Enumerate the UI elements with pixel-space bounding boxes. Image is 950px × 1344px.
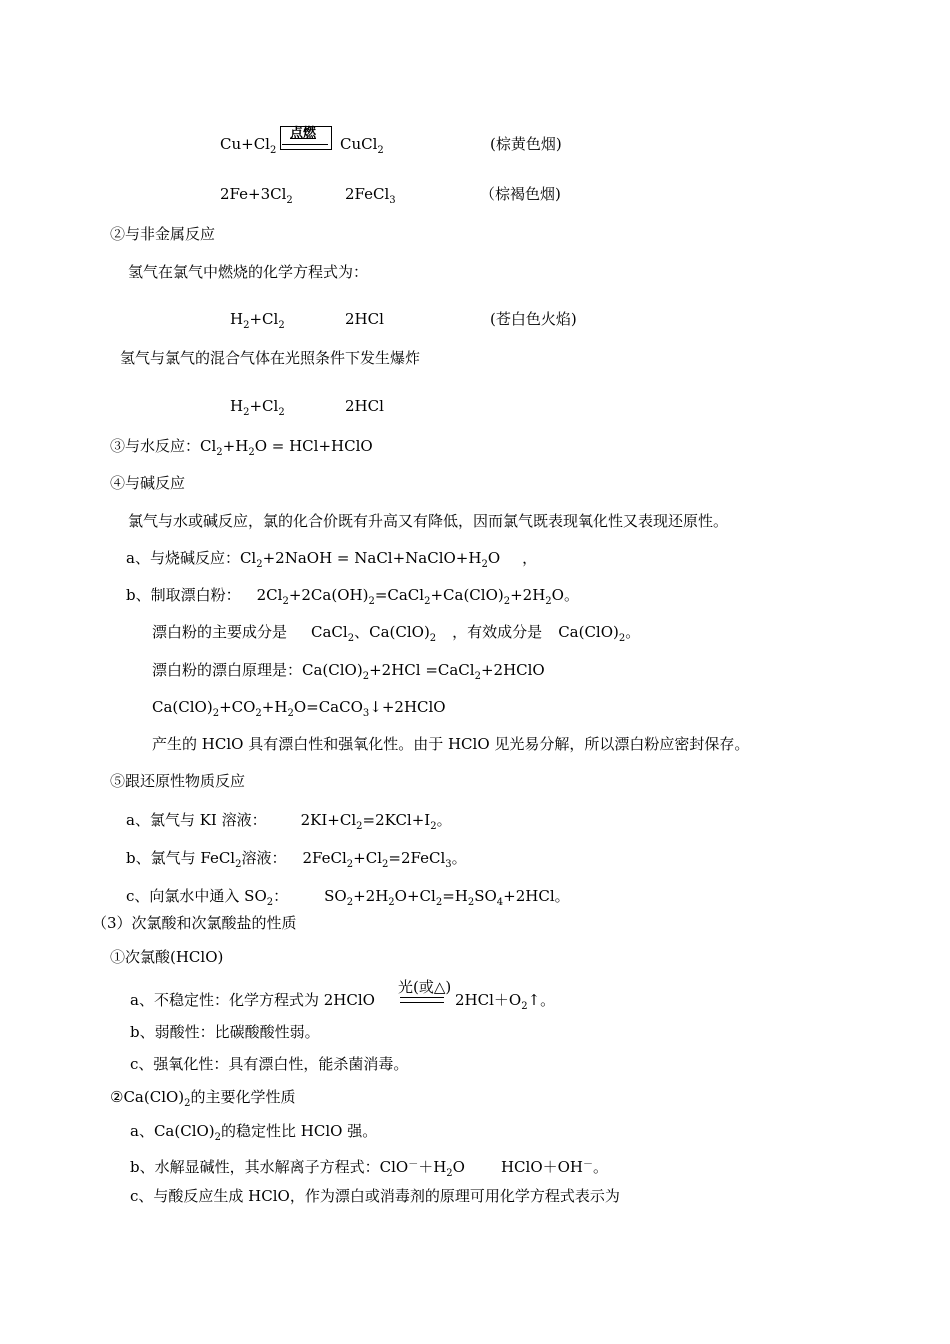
condition-ignite: 点燃: [290, 126, 317, 141]
caclo-hydrolysis: b、水解显碱性，其水解离子方程式：$ClO^-+H_2O$ HClO＋OH－。: [130, 1158, 609, 1179]
section-base: ④与碱反应: [110, 474, 186, 492]
section-reducing: ⑤跟还原性物质反应: [110, 772, 246, 790]
hclo-unstable: a、不稳定性：化学方程式为 2HClO: [130, 991, 375, 1009]
eq-fe-note: （棕褐色烟): [480, 185, 561, 203]
hclo-heading: ①次氯酸(HClO): [110, 948, 224, 966]
line-bleach-prep: b、制取漂白粉： $2Cl_2+2Ca(OH)_2=CaCl_2+Ca(ClO)_2+2H_2O$。: [126, 586, 579, 607]
eq-h2-1-note: (苍白色火焰): [490, 310, 577, 328]
eq-cu-reactant: $Cu+Cl_2$: [220, 135, 277, 156]
double-line-arrow-2: [400, 997, 444, 1003]
eq-h2-2-product: 2HCl: [345, 397, 384, 415]
bleach-principle: 漂白粉的漂白原理是：$Ca(ClO)_2+2HCl$ =CaCl$_2$+2HClO: [152, 661, 545, 682]
hclo-weak-acid: b、弱酸性：比碳酸酸性弱。: [130, 1023, 320, 1041]
base-text: 氯气与水或碱反应，氯的化合价既有升高又有降低，因而氯气既表现氧化性又表现还原性。: [128, 512, 729, 530]
condition-light-heat: 光(或△): [398, 978, 452, 996]
eq-h2-1-reactant: $H_2+Cl_2$: [230, 310, 285, 331]
line-caustic-soda: a、与烧碱反应：$Cl_2+2NaOH$ = $NaCl+NaClO+H_2O$ ，: [126, 549, 538, 570]
double-line-arrow: [282, 144, 328, 150]
h2-burn-text: 氢气在氯气中燃烧的化学方程式为：: [128, 263, 369, 281]
caclo-stability: a、$Ca(ClO)_2$的稳定性比 HClO 强。: [130, 1122, 378, 1143]
eq-cu-product: CuCl$_2$: [340, 135, 384, 156]
eq-h2-1-product: 2HCl: [345, 310, 384, 328]
part3-heading: （3）次氯酸和次氯酸盐的性质: [92, 914, 297, 932]
hclo-unstable-product: $2HCl+O_2↑$。: [455, 991, 556, 1012]
eq-fe-reactant: $2Fe+3Cl_2$: [220, 185, 293, 206]
reduce-ki: a、氯气与 KI 溶液： $2KI+Cl_2=2KCl+I_2$。: [126, 811, 452, 832]
section-water: ③与水反应：$Cl_2+H_2O$ = HCl+HClO: [110, 437, 373, 458]
eq-cu-note: (棕黄色烟): [490, 135, 562, 153]
reduce-so2: c、向氯水中通入 $SO_2$： $SO_2+2H_2O+Cl_2=H_2SO_4+2HCl$。: [126, 887, 570, 908]
eq-h2-2-reactant: $H_2+Cl_2$: [230, 397, 285, 418]
caclo-acid: c、与酸反应生成 HClO，作为漂白或消毒剂的原理可用化学方程式表示为: [130, 1187, 620, 1205]
bleach-co2: $Ca(ClO)_2+CO_2+H_2O=CaCO_3↓+2HClO$: [152, 698, 446, 719]
eq-fe-product: 2FeCl$_3$: [345, 185, 396, 206]
bleach-main-component: 漂白粉的主要成分是 CaCl$_2$、$Ca(ClO)_2$ ，有效成分是 $Ca(ClO)_2$。: [152, 623, 641, 644]
hclo-oxidizing: c、强氧化性：具有漂白性，能杀菌消毒。: [130, 1055, 409, 1073]
hclo-text: 产生的 HClO 具有漂白性和强氧化性。由于 HClO 见光易分解，所以漂白粉应密封保存。: [152, 735, 750, 753]
reduce-fecl2: b、氯气与 FeCl$_2$溶液： $2FeCl_2+Cl_2=2FeCl_3$。: [126, 849, 467, 870]
caclo-heading: $②Ca(ClO)_2$的主要化学性质: [110, 1088, 296, 1109]
section-nonmetal: ②与非金属反应: [110, 225, 216, 243]
h2-light-text: 氢气与氯气的混合气体在光照条件下发生爆炸: [120, 349, 421, 367]
